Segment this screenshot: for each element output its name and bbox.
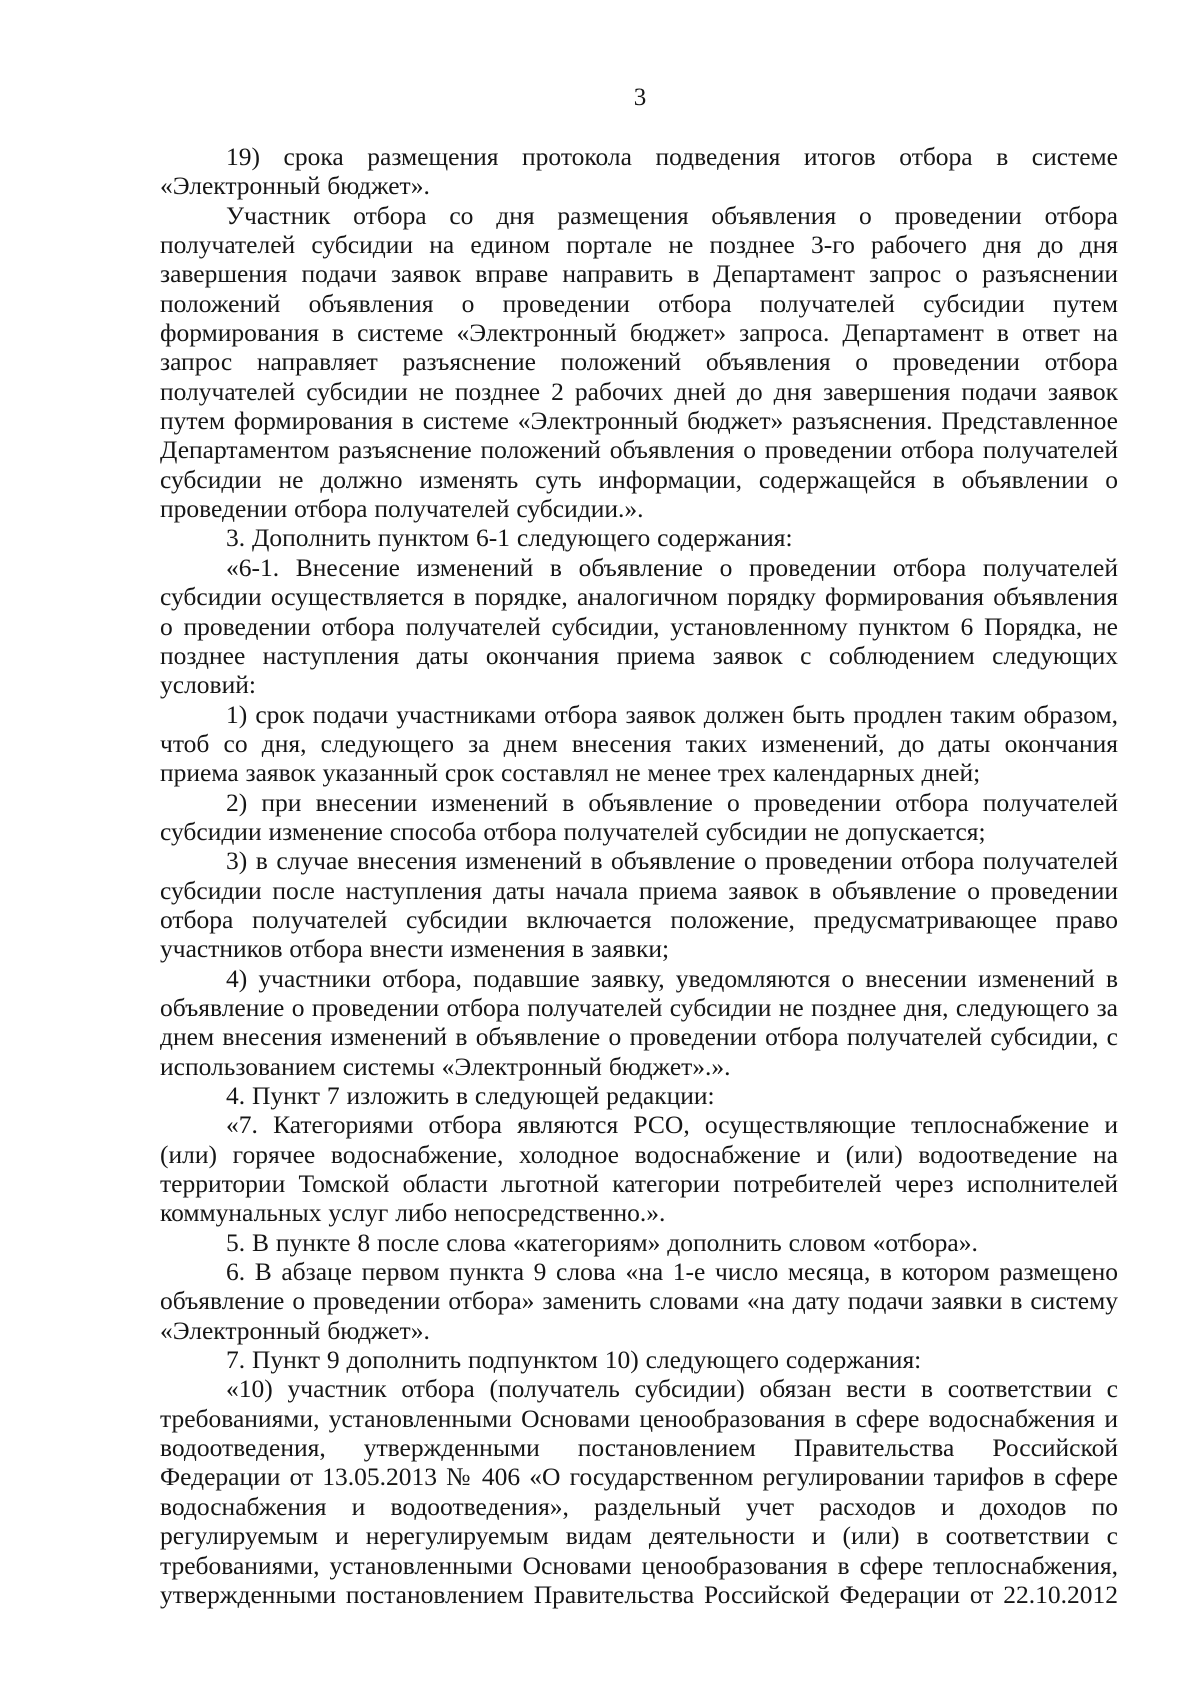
paragraph-item-19: 19) срока размещения протокола подведения итогов отбора в системе «Электронный бюджет». [160,142,1118,201]
paragraph-condition-2: 2) при внесении изменений в объявление о проведении отбора получателей субсидии изменение способа отбора получателей субсидии не допускается; [160,787,1118,846]
paragraph-condition-1: 1) срок подачи участниками отбора заявок должен быть продлен таким образом, чтоб со дня, следующего за днем внесения таких изменений, до даты окончания приема заявок указанный срок составлял не менее трех календарных дней; [160,699,1118,788]
page-number: 3 [633,84,647,111]
paragraph-condition-3: 3) в случае внесения изменений в объявление о проведении отбора получателей субсидии после наступления даты начала приема заявок в объявление о проведении отбора получателей субсидии включается положение, предусматривающее право участников отбора внести изменения в заявки; [160,846,1118,964]
paragraph-amendment-7: 7. Пункт 9 дополнить подпунктом 10) следующего содержания: [226,1345,922,1375]
paragraph-amendment-5: 5. В пункте 8 после слова «категориям» дополнить словом «отбора». [226,1227,978,1257]
paragraph-condition-4: 4) участники отбора, подавшие заявку, уведомляются о внесении изменений в объявление о проведении отбора получателей субсидии не позднее дня, следующего за днем внесения изменений в объявление о проведении отбора получателей субсидии, с использованием системы «Электронный бюджет».». [160,963,1118,1081]
paragraph-amendment-3: 3. Дополнить пунктом 6-1 следующего содержания: [226,523,793,553]
paragraph-clause-6-1: «6-1. Внесение изменений в объявление о проведении отбора получателей субсидии осуществляется в порядке, аналогичном порядку формирования объявления о проведении отбора получателей субсидии, установленному пунктом 6 Порядка, не позднее наступления даты окончания приема заявок с соблюдением следующих условий: [160,552,1118,700]
paragraph-amendment-4: 4. Пункт 7 изложить в следующей редакции: [226,1081,715,1110]
paragraph-participant-inquiry: Участник отбора со дня размещения объявления о проведении отбора получателей субсидии на едином портале не позднее 3-го рабочего дня до дня завершения подачи заявок вправе направить в Департамент запрос о разъяснении положений объявления о проведении отбора получателей субсидии путем формирования в системе «Электронный бюджет» запроса. Департамент в ответ на запрос направляет разъяснение положений объявления о проведении отбора получателей субсидии не позднее 2 рабочих дней до дня завершения подачи заявок путем формирования в системе «Электронный бюджет» разъяснения. Представленное Департаментом разъяснение положений объявления о проведении отбора получателей субсидии не должно изменять суть информации, содержащейся в объявлении о проведении отбора получателей субсидии.». [160,200,1118,524]
document-body [160,142,1118,1609]
paragraph-subclause-10: «10) участник отбора (получатель субсидии) обязан вести в соответствии с требованиями, установленными Основами ценообразования в сфере водоснабжения и водоотведения, утвержденными постановлением Правительства Российской Федерации от 13.05.2013 № 406 «О государственном регулировании тарифов в сфере водоснабжения и водоотведения», раздельный учет расходов и доходов по регулируемым и нерегулируемым видам деятельности и (или) в соответствии с требованиями, установленными Основами ценообразования в сфере теплоснабжения, утвержденными постановлением Правительства Российской Федерации от 22.10.2012 [160,1374,1118,1609]
paragraph-clause-7: «7. Категориями отбора являются РСО, осуществляющие теплоснабжение и (или) горячее водоснабжение, холодное водоснабжение и (или) водоотведение на территории Томской области льготной категории потребителей через исполнителей коммунальных услуг либо непосредственно.». [160,1110,1118,1228]
paragraph-amendment-6: 6. В абзаце первом пункта 9 слова «на 1-е число месяца, в котором размещено объявление о проведении отбора» заменить словами «на дату подачи заявки в систему «Электронный бюджет». [160,1257,1118,1345]
